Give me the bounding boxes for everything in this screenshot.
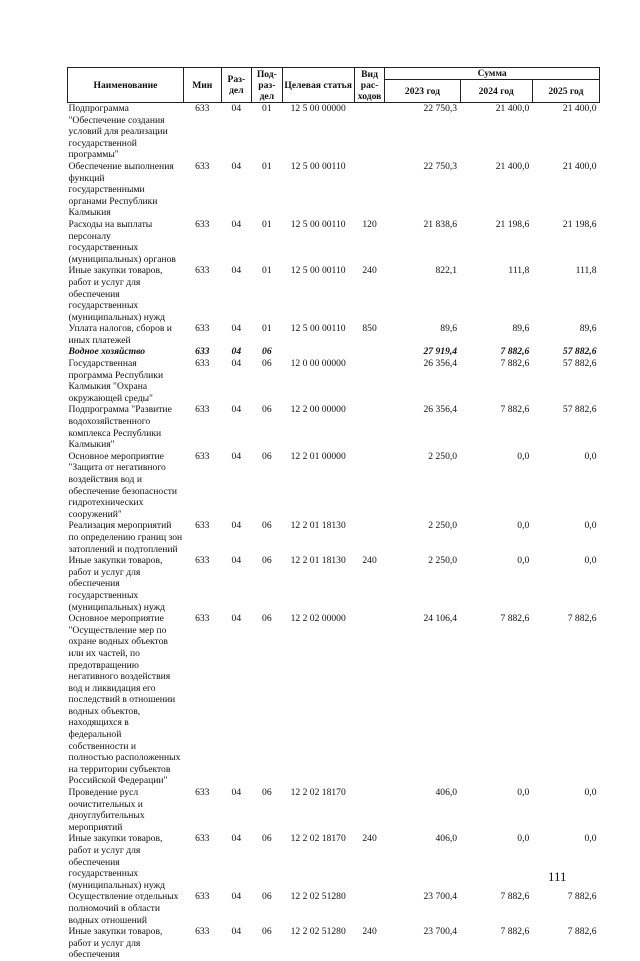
row-razdel: 04 <box>231 346 242 358</box>
row-2025: 57 882,6 <box>562 358 597 370</box>
header-2024: 2024 год <box>460 80 532 103</box>
row-min: 633 <box>195 450 210 462</box>
row-razdel: 04 <box>231 404 242 416</box>
row-2023: 822,1 <box>435 265 458 277</box>
row-celevaya: 12 5 00 00110 <box>290 323 346 335</box>
row-razdel: 04 <box>231 323 242 335</box>
row-min: 633 <box>195 404 210 416</box>
row-vid <box>354 161 385 219</box>
row-vid <box>354 103 385 161</box>
row-min: 633 <box>195 613 210 625</box>
row-2025: 0,0 <box>584 833 597 845</box>
row-min: 633 <box>195 555 210 567</box>
row-2023: 27 919,4 <box>423 346 458 358</box>
row-2025: 0,0 <box>584 450 597 462</box>
row-2024: 89,6 <box>512 323 530 335</box>
header-name: Наименование <box>68 68 184 103</box>
table-row <box>68 926 600 961</box>
row-podrazdel: 06 <box>262 358 272 370</box>
table-row <box>68 787 600 833</box>
row-min: 633 <box>195 833 210 845</box>
row-2025: 0,0 <box>584 787 597 799</box>
row-celevaya: 12 5 00 00110 <box>290 265 346 277</box>
row-celevaya: 12 2 01 00000 <box>290 450 346 462</box>
row-podrazdel: 06 <box>262 833 272 845</box>
table-row <box>68 346 600 358</box>
row-vid <box>354 787 385 833</box>
row-name: Иные закупки товаров, работ и услуг для обеспечения государственных (муниципальных) нужд <box>68 833 166 891</box>
row-podrazdel: 06 <box>262 926 272 938</box>
table-row <box>68 358 600 404</box>
row-razdel: 04 <box>231 450 242 462</box>
row-2024: 0,0 <box>517 555 530 567</box>
row-podrazdel: 06 <box>262 891 272 903</box>
row-name: Обеспечение выполнения функций государственными органами Республики Калмыкия <box>68 160 174 219</box>
table-row <box>68 520 600 555</box>
row-2024: 7 882,6 <box>500 926 530 938</box>
row-vid <box>354 346 385 358</box>
row-name: Водное хозяйство <box>68 346 146 358</box>
row-2023: 22 750,3 <box>423 103 458 114</box>
row-2024: 7 882,6 <box>500 404 530 416</box>
row-vid <box>354 520 385 555</box>
row-2025: 0,0 <box>584 520 597 532</box>
row-razdel: 04 <box>231 833 242 845</box>
row-2023: 23 700,4 <box>423 926 458 938</box>
table-row <box>68 103 600 161</box>
row-name: Иные закупки товаров, работ и услуг для обеспечения <box>68 926 163 961</box>
row-razdel: 04 <box>231 555 242 567</box>
row-2025: 7 882,6 <box>567 891 597 903</box>
row-2025: 57 882,6 <box>562 404 597 416</box>
row-vid: 120 <box>362 218 377 230</box>
row-2023: 2 250,0 <box>428 555 458 567</box>
row-celevaya: 12 2 01 18130 <box>290 520 346 532</box>
row-2023: 26 356,4 <box>423 358 458 370</box>
row-2024: 111,8 <box>508 265 530 277</box>
row-2023: 406,0 <box>435 833 458 845</box>
header-podrazdel: Под-раз-дел <box>252 68 283 103</box>
row-2023: 89,6 <box>440 323 458 335</box>
row-2025: 0,0 <box>584 555 597 567</box>
row-min: 633 <box>195 346 210 358</box>
table-row <box>68 891 600 926</box>
row-min: 633 <box>195 103 210 114</box>
row-min: 633 <box>195 160 210 172</box>
row-vid: 850 <box>362 323 377 335</box>
header-summa: Сумма <box>385 68 600 80</box>
table-row <box>68 833 600 891</box>
row-min: 633 <box>195 520 210 532</box>
header-min: Мин <box>183 68 221 103</box>
row-razdel: 04 <box>231 787 242 799</box>
row-2023: 26 356,4 <box>423 404 458 416</box>
table-row <box>68 404 600 450</box>
row-celevaya: 12 5 00 00000 <box>290 103 346 114</box>
row-vid: 240 <box>362 265 377 277</box>
row-podrazdel: 01 <box>262 160 272 172</box>
row-name: Государственная программа Республики Калмыкия "Охрана окружающей среды" <box>68 358 164 404</box>
row-vid <box>354 358 385 404</box>
row-min: 633 <box>195 265 210 277</box>
row-razdel: 04 <box>231 103 242 114</box>
row-vid <box>354 613 385 787</box>
row-2023: 24 106,4 <box>423 613 458 625</box>
row-podrazdel: 06 <box>262 787 272 799</box>
header-vid: Вид рас-ходов <box>354 68 385 103</box>
table-row <box>68 323 600 346</box>
row-vid <box>354 891 385 926</box>
row-podrazdel: 06 <box>262 613 272 625</box>
row-podrazdel: 01 <box>262 218 272 230</box>
page-number: 111 <box>548 869 567 884</box>
row-2025: 21 400,0 <box>562 103 597 114</box>
table-row <box>68 613 600 787</box>
row-razdel: 04 <box>231 891 242 903</box>
table-row <box>68 161 600 219</box>
row-name: Реализация мероприятий по определению границ зон затоплений и подтоплений <box>68 520 183 555</box>
row-name: Уплата налогов, сборов и иных платежей <box>68 323 172 346</box>
row-2024: 21 198,6 <box>495 218 530 230</box>
header-celevaya: Целевая статья <box>282 68 354 103</box>
row-podrazdel: 06 <box>262 520 272 532</box>
row-2025: 21 400,0 <box>562 160 597 172</box>
row-2025: 89,6 <box>579 323 597 335</box>
row-podrazdel: 06 <box>262 346 272 358</box>
row-razdel: 04 <box>231 160 242 172</box>
row-min: 633 <box>195 926 210 938</box>
table-header <box>68 68 600 103</box>
row-name: Расходы на выплаты персоналу государственных (муниципальных) органов <box>68 218 176 265</box>
row-2025: 7 882,6 <box>567 926 597 938</box>
row-vid: 240 <box>362 926 377 938</box>
row-podrazdel: 01 <box>262 323 272 335</box>
row-2024: 0,0 <box>517 833 530 845</box>
header-razdel: Раз-дел <box>221 68 252 103</box>
header-2025: 2025 год <box>532 80 599 103</box>
table-body <box>68 103 600 961</box>
row-2024: 21 400,0 <box>495 160 530 172</box>
row-celevaya: 12 2 00 00000 <box>290 404 346 416</box>
row-name: Основное мероприятие "Защита от негативного воздействия вод и обеспечение безопасности гидротехнических сооружений" <box>68 450 178 520</box>
row-2025: 21 198,6 <box>562 218 597 230</box>
row-celevaya: 12 5 00 00110 <box>290 160 346 172</box>
row-2024: 7 882,6 <box>500 891 530 903</box>
row-2023: 2 250,0 <box>428 450 458 462</box>
row-2024: 0,0 <box>517 787 530 799</box>
row-podrazdel: 06 <box>262 450 272 462</box>
row-name: Иные закупки товаров, работ и услуг для обеспечения государственных (муниципальных) нужд <box>68 265 166 323</box>
row-name: Основное мероприятие "Осуществление мер по охране водных объектов или их частей, по предотвращению негативного воздействия вод и ликвидация его последствий в отношении водных объектов, находящихся в федеральной собственности и полностью расположенных на территории субъектов Российской Федерации" <box>68 613 181 787</box>
row-2024: 7 882,6 <box>500 613 530 625</box>
row-vid <box>354 404 385 450</box>
row-2025: 7 882,6 <box>567 613 597 625</box>
row-min: 633 <box>195 891 210 903</box>
row-2023: 23 700,4 <box>423 891 458 903</box>
row-2024: 7 882,6 <box>500 358 530 370</box>
row-podrazdel: 01 <box>262 265 272 277</box>
row-celevaya: 12 2 02 18170 <box>290 787 346 799</box>
row-celevaya: 12 2 02 51280 <box>290 891 346 903</box>
row-name: Подпрограмма "Развитие водохозяйственного комплекса Республики Калмыкия" <box>68 404 172 451</box>
row-vid: 240 <box>362 833 377 845</box>
row-celevaya: 12 0 00 00000 <box>290 358 346 370</box>
budget-table <box>67 67 600 961</box>
row-2024: 7 882,6 <box>500 346 530 358</box>
row-2024: 0,0 <box>517 450 530 462</box>
row-celevaya: 12 2 01 18130 <box>290 555 346 567</box>
row-razdel: 04 <box>231 358 242 370</box>
table-row <box>68 265 600 323</box>
row-podrazdel: 06 <box>262 404 272 416</box>
row-2023: 406,0 <box>435 787 458 799</box>
row-razdel: 04 <box>231 218 242 230</box>
row-razdel: 04 <box>231 265 242 277</box>
row-celevaya: 12 5 00 00110 <box>290 218 346 230</box>
row-min: 633 <box>195 323 210 335</box>
row-celevaya: 12 2 02 00000 <box>290 613 346 625</box>
table-row <box>68 555 600 613</box>
header-2023: 2023 год <box>385 80 460 103</box>
row-razdel: 04 <box>231 926 242 938</box>
row-2023: 22 750,3 <box>423 160 458 172</box>
row-name: Проведение русл​оочистительных и дноуглубительных мероприятий <box>68 787 145 833</box>
row-podrazdel: 06 <box>262 555 272 567</box>
row-razdel: 04 <box>231 613 242 625</box>
row-2025: 57 882,6 <box>562 346 597 358</box>
row-2023: 2 250,0 <box>428 520 458 532</box>
row-podrazdel: 01 <box>262 103 272 114</box>
table-row <box>68 219 600 265</box>
row-vid: 240 <box>362 555 377 567</box>
row-celevaya: 12 2 02 51280 <box>290 926 346 938</box>
row-min: 633 <box>195 787 210 799</box>
row-vid <box>354 451 385 521</box>
row-razdel: 04 <box>231 520 242 532</box>
row-celevaya <box>282 346 354 358</box>
row-celevaya: 12 2 02 18170 <box>290 833 346 845</box>
row-name: Подпрограмма "Обеспечение создания условий для реализации государственной программы" <box>68 103 168 161</box>
row-name: Иные закупки товаров, работ и услуг для обеспечения государственных (муниципальных) нужд <box>68 555 166 613</box>
row-2025: 111,8 <box>575 265 597 277</box>
row-2024: 0,0 <box>517 520 530 532</box>
row-name: Осуществление отдельных полномочий в области водных отношений <box>68 891 179 926</box>
row-min: 633 <box>195 218 210 230</box>
table-row <box>68 451 600 521</box>
row-min: 633 <box>195 358 210 370</box>
row-2023: 21 838,6 <box>423 218 458 230</box>
row-2024: 21 400,0 <box>495 103 530 114</box>
